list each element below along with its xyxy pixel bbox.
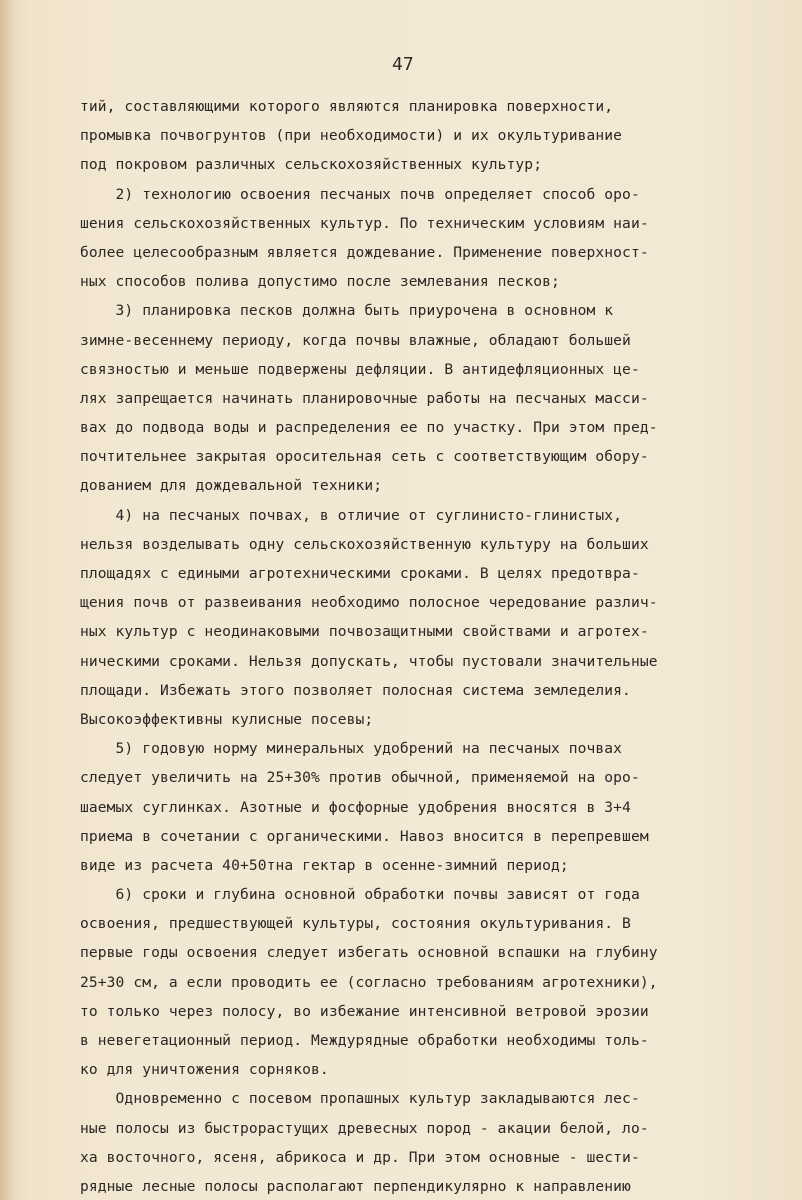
text-line-20: ническими сроками. Нельзя допускать, чтобы пустовали значительные xyxy=(80,652,658,670)
text-line-37: ха восточного, ясеня, абрикоса и др. При этом основные - шести- xyxy=(80,1148,640,1166)
text-line-9: зимне-весеннему периоду, когда почвы влажные, обладают большей xyxy=(80,331,631,349)
text-line-29: освоения, предшествующей культуры, состояния окультуривания. В xyxy=(80,915,631,933)
text-line-38: рядные лесные полосы располагают перпендикулярно к направлению xyxy=(80,1177,631,1195)
text-line-27: виде из расчета 40+50тна гектар в осенне-зимний период; xyxy=(80,856,569,874)
text-line-34: ко для уничтожения сорняков. xyxy=(80,1061,329,1079)
text-line-25: шаемых суглинках. Азотные и фосфорные удобрения вносятся в 3+4 xyxy=(80,798,631,816)
text-line-14: дованием для дождевальной техники; xyxy=(80,477,383,495)
text-line-36: ные полосы из быстрорастущих древесных пород - акации белой, ло- xyxy=(80,1119,649,1137)
text-line-17: площадях с едиными агротехническими сроками. В целях предотвра- xyxy=(80,565,640,582)
text-line-24: следует увеличить на 25+30% против обычной, применяемой на оро- xyxy=(80,769,640,787)
text-line-32: то только через полосу, во избежание интенсивной ветровой эрозии xyxy=(80,1002,649,1020)
text-line-13: почтительнее закрытая оросительная сеть с соответствующим обору- xyxy=(80,448,649,466)
page-edge-shadow xyxy=(0,0,14,1200)
page-number: 47 xyxy=(392,54,414,75)
text-line-4: 2) технологию освоения песчаных почв определяет способ оро- xyxy=(80,185,640,203)
text-line-26: приема в сочетании с органическими. Навоз вносится в перепревшем xyxy=(80,827,649,845)
text-line-1: тий, составляющими которого являются планировка поверхности, xyxy=(80,98,614,115)
text-line-31: 25+30 см, а если проводить ее (согласно требованиям агротехники), xyxy=(80,973,658,991)
text-line-6: более целесообразным является дождевание. Применение поверхност- xyxy=(80,243,649,261)
text-line-5: шения сельскохозяйственных культур. По техническим условиям наи- xyxy=(80,214,649,232)
text-line-35: Одновременно с посевом пропашных культур закладываются лес- xyxy=(80,1090,640,1108)
text-line-15: 4) на песчаных почвах, в отличие от суглинисто-глинистых, xyxy=(80,506,623,524)
text-line-8: 3) планировка песков должна быть приурочена в основном к xyxy=(80,302,614,320)
text-line-7: ных способов полива допустимо после землевания песков; xyxy=(80,273,560,291)
text-line-21: площади. Избежать этого позволяет полосная система земледелия. xyxy=(80,681,631,699)
text-line-22: Высокоэффективны кулисные посевы; xyxy=(80,710,374,728)
text-line-30: первые годы освоения следует избегать основной вспашки на глубину xyxy=(80,944,658,962)
text-line-11: лях запрещается начинать планировочные работы на песчаных масси- xyxy=(80,389,649,407)
text-line-28: 6) сроки и глубина основной обработки почвы зависят от года xyxy=(80,886,640,904)
text-line-3: под покровом различных сельскохозяйственных культур; xyxy=(80,156,543,174)
text-line-19: ных культур с неодинаковыми почвозащитными свойствами и агротех- xyxy=(80,623,649,641)
text-line-12: вах до подвода воды и распределения ее по участку. При этом пред- xyxy=(80,419,658,437)
text-line-10: связностью и меньше подвержены дефляции. В антидефляционных це- xyxy=(80,360,640,378)
text-line-18: щения почв от развеивания необходимо полосное чередование различ- xyxy=(80,594,658,612)
text-line-16: нельзя возделывать одну сельскохозяйственную культуру на больших xyxy=(80,535,649,553)
text-line-33: в невегетационный период. Междурядные обработки необходимы толь- xyxy=(80,1032,649,1049)
text-line-23: 5) годовую норму минеральных удобрений на песчаных почвах xyxy=(80,740,623,758)
text-line-2: промывка почвогрунтов (при необходимости) и их окультуривание xyxy=(80,127,623,145)
body-text xyxy=(80,92,760,1200)
